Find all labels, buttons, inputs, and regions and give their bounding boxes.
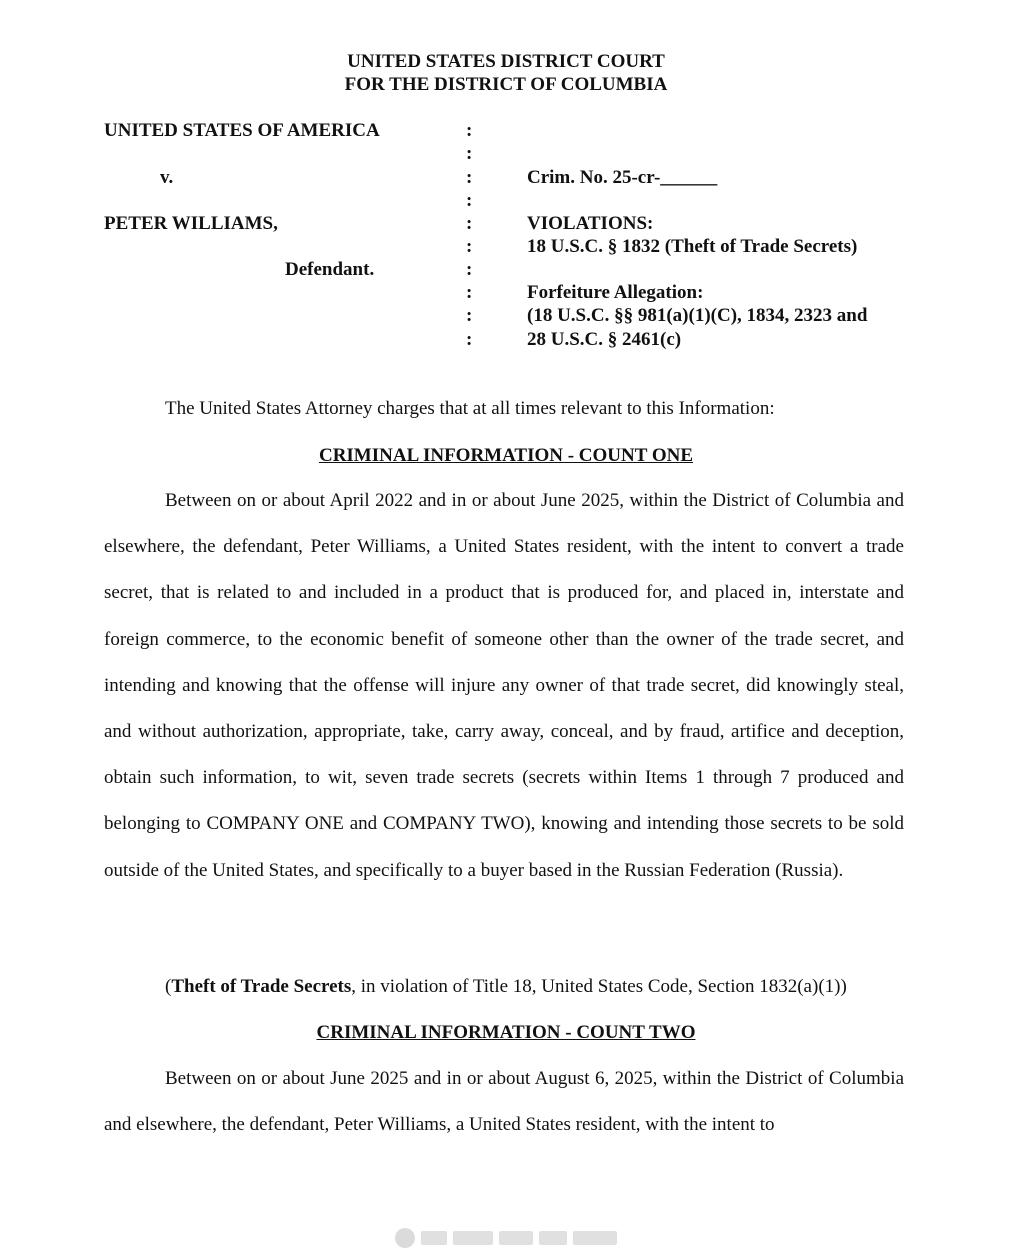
- caption-separator: :: [466, 143, 473, 164]
- citation-offense: Theft of Trade Secrets: [171, 976, 352, 997]
- watermark-mark: [573, 1231, 617, 1245]
- caption-separator: :: [466, 329, 473, 350]
- citation-open-paren: (: [165, 976, 172, 997]
- court-name: UNITED STATES DISTRICT COURT: [347, 51, 665, 72]
- defendant-name: PETER WILLIAMS,: [104, 213, 278, 234]
- caption-separator: :: [466, 213, 473, 234]
- watermark-mark: [453, 1231, 493, 1245]
- plaintiff-name: UNITED STATES OF AMERICA: [104, 120, 380, 141]
- caption-separator: :: [466, 190, 473, 211]
- caption-separator: :: [466, 120, 473, 141]
- defendant-label: Defendant.: [285, 259, 375, 280]
- count-one-body: Between on or about April 2022 and in or about June 2025, within the District of Columbia and elsewhere, the defendant, Peter Williams, a United States resident, with the intent to convert a trade secret, that is related to and included in a product that is produced for, and placed in, interstate and foreign commerce, to the economic benefit of someone other than the owner of the trade secret, and intending and knowing that the offense will injure any owner of that trade secret, did knowingly steal, and without authorization, appropriate, take, carry away, conceal, and by fraud, artifice and deception, obtain such information, to wit, seven trade secrets (secrets within Items 1 through 7 produced and belonging to COMPANY ONE and COMPANY TWO), knowing and intending those secrets to be sold outside of the United States, and specifically to a buyer based in the Russian Federation (Russia).: [104, 490, 904, 881]
- case-number: Crim. No. 25-cr-______: [527, 167, 718, 188]
- watermark-mark: [539, 1231, 567, 1245]
- watermark-mark: [421, 1231, 447, 1245]
- watermark-circle-icon: [395, 1228, 415, 1248]
- caption-separator: :: [466, 282, 473, 303]
- caption-separator: :: [466, 259, 473, 280]
- court-header: [0, 50, 1012, 96]
- watermark-logo: [395, 1226, 620, 1250]
- count-one-citation: [165, 975, 847, 998]
- violations-heading: VIOLATIONS:: [527, 213, 654, 234]
- versus-label: v.: [160, 167, 174, 188]
- watermark-mark: [499, 1231, 533, 1245]
- count-one-heading: CRIMINAL INFORMATION - COUNT ONE: [318, 445, 694, 466]
- caption-separator: :: [466, 305, 473, 326]
- caption-separator: :: [466, 236, 473, 257]
- caption-separator: :: [466, 167, 473, 188]
- count-two-body: Between on or about June 2025 and in or about August 6, 2025, within the District of Columbia and elsewhere, the defendant, Peter Williams, a United States resident, with the intent to: [104, 1068, 904, 1136]
- forfeiture-line-1: (18 U.S.C. §§ 981(a)(1)(C), 1834, 2323 and: [527, 305, 868, 326]
- intro-statement: The United States Attorney charges that at all times relevant to this Information:: [165, 398, 775, 419]
- forfeiture-heading: Forfeiture Allegation:: [527, 282, 704, 303]
- forfeiture-line-2: 28 U.S.C. § 2461(c): [527, 329, 682, 350]
- violations-text: 18 U.S.C. § 1832 (Theft of Trade Secrets): [527, 236, 858, 257]
- count-two-heading: CRIMINAL INFORMATION - COUNT TWO: [316, 1022, 696, 1043]
- citation-statute: , in violation of Title 18, United States Code, Section 1832(a)(1)): [351, 976, 847, 997]
- court-district: FOR THE DISTRICT OF COLUMBIA: [344, 74, 668, 95]
